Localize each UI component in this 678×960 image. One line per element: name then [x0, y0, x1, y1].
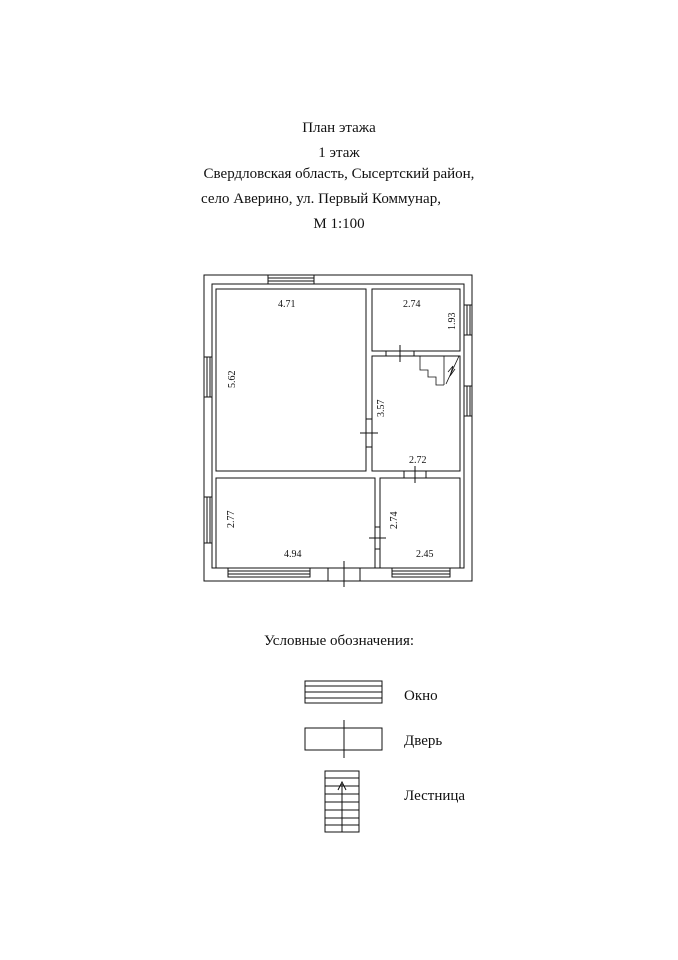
legend-stairs-symbol: [325, 771, 359, 832]
address-line-2: село Аверино, ул. Первый Коммунар,: [201, 191, 441, 207]
door-small-hall: [386, 345, 414, 362]
window-left-upper: [204, 357, 212, 397]
dim-small-width: 2.74: [403, 299, 421, 310]
legend-window-label: Окно: [404, 688, 438, 704]
stairs-plan: [420, 356, 459, 385]
door-hall-br: [404, 466, 426, 483]
window-left-lower: [204, 497, 212, 543]
door-entrance: [328, 561, 360, 587]
window-bottom-left: [228, 568, 310, 577]
door-big-hall: [360, 419, 378, 447]
legend-door-symbol: [305, 720, 382, 758]
dim-hall-height: 3.57: [376, 399, 387, 417]
dim-big-width: 4.71: [278, 299, 296, 310]
dim-big-height: 5.62: [227, 370, 238, 388]
window-top: [268, 275, 314, 284]
window-right-upper: [464, 305, 472, 335]
dim-hall-width: 2.72: [409, 455, 427, 466]
dim-bottom-height: 2.77: [226, 510, 237, 528]
dim-small-height: 1.93: [447, 312, 458, 330]
room-big: [216, 289, 366, 471]
scale-label: М 1:100: [313, 216, 365, 232]
legend-window-symbol: [305, 681, 382, 703]
dim-br-height: 2.74: [389, 511, 400, 529]
floor-label: 1 этаж: [318, 145, 360, 161]
dim-bottom-width: 4.94: [284, 549, 302, 560]
legend-stairs-label: Лестница: [404, 788, 466, 804]
dim-br-width: 2.45: [416, 549, 434, 560]
outer-wall-inner: [212, 284, 464, 568]
window-right-lower: [464, 386, 472, 416]
plan-title: План этажа: [302, 120, 376, 136]
legend-door-label: Дверь: [404, 733, 443, 749]
window-bottom-right: [392, 568, 450, 577]
outer-wall-outer: [204, 275, 472, 581]
address-line-1: Свердловская область, Сысертский район,: [203, 166, 475, 182]
door-bottom-rooms: [369, 527, 386, 549]
legend-title: Условные обозначения:: [263, 633, 415, 649]
